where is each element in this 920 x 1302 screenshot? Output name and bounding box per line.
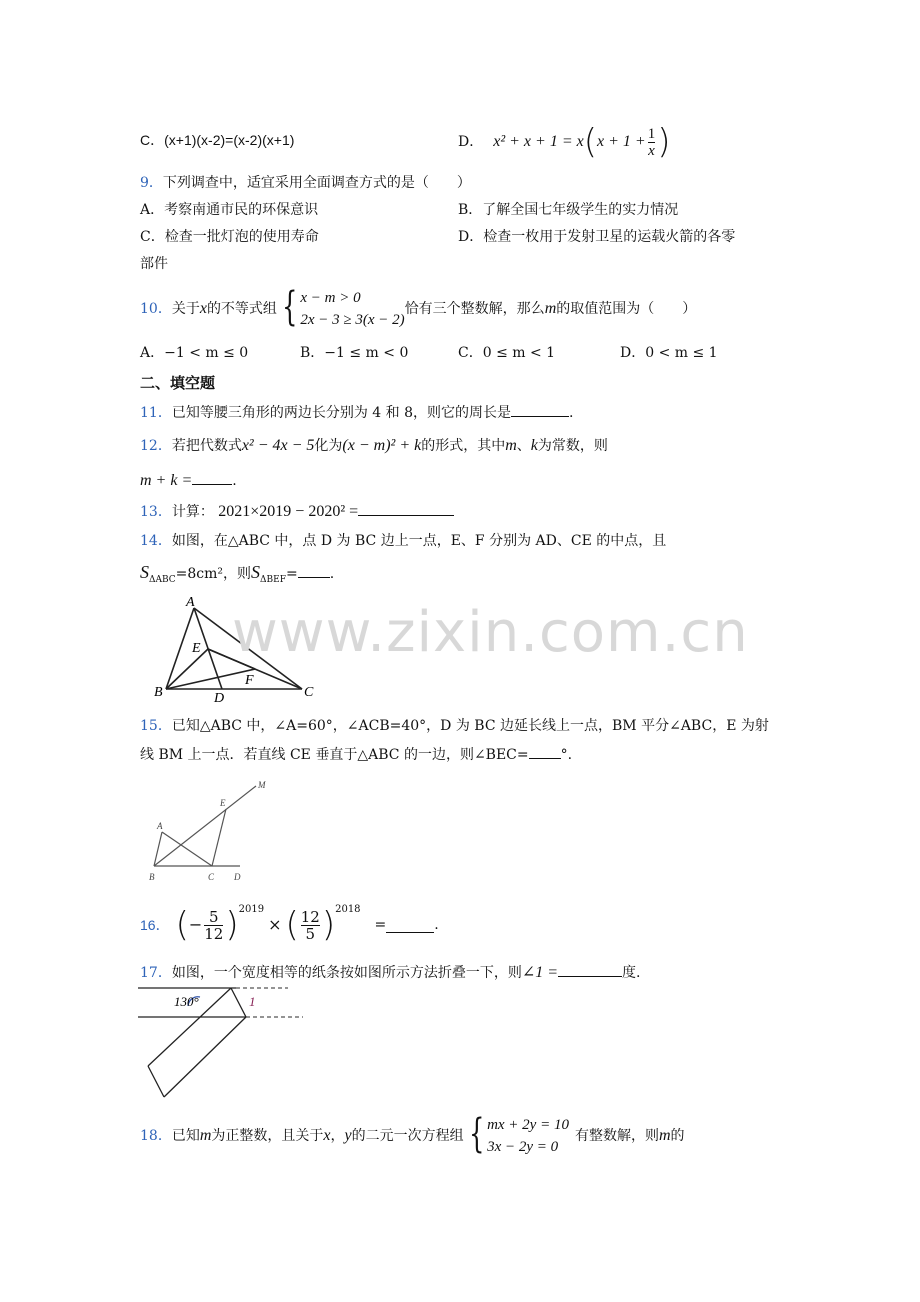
q15-number: 15． — [140, 718, 172, 734]
q11-end: . — [569, 405, 574, 421]
q16-paren-close-2: ) — [321, 905, 336, 945]
q9-option-a: A．考察南通市民的环保意识 — [140, 202, 319, 218]
q16-paren-close-1: ) — [225, 905, 239, 945]
q16-paren-open-2: ( — [285, 905, 299, 945]
q18-number: 18． — [140, 1128, 172, 1144]
q10-inequality-system — [277, 284, 405, 331]
q18 — [140, 1112, 685, 1160]
q18-var-m: m — [199, 1127, 212, 1144]
q15-answer-blank[interactable] — [529, 744, 561, 759]
q10-option-a: A．−1 < m ≤ 0 — [140, 345, 249, 361]
q16-times: × — [268, 915, 282, 934]
q15-label-c: C — [208, 872, 215, 882]
q17-answer-blank[interactable] — [558, 962, 622, 977]
q15-text: 已知△ABC 中，∠A=60°，∠ACB=40°，D 为 BC 边延长线上一点，BM 平分∠ABC，E 为射 — [171, 718, 769, 734]
q8-right-paren: ) — [657, 122, 671, 162]
q9-option-d-cont: 部件 — [140, 256, 168, 272]
q14-s-abc: S — [140, 562, 149, 582]
q15-end: °. — [560, 747, 573, 763]
q8-left-paren: ( — [583, 122, 597, 162]
q10-inequality-1: x − m > 0 — [300, 290, 361, 306]
q12-var-m: m — [505, 437, 517, 454]
q13-expression: 2021×2019 − 2020² = — [218, 503, 359, 520]
q16-exponent-1: 2019 — [238, 904, 265, 915]
q15-line2 — [140, 744, 572, 765]
q15-label-a: A — [157, 821, 163, 831]
q12-end: . — [232, 473, 237, 489]
q10-stem-pre: 关于 — [171, 301, 200, 317]
q10-stem — [140, 285, 696, 333]
q8-option-c-text: C．(x+1)(x-2)=(x-2)(x+1) — [140, 132, 295, 148]
q9-option-d: D．检查一枚用于发射卫星的运载火箭的各零 — [458, 229, 736, 245]
q14-label-e: E — [192, 641, 201, 656]
q9-number: 9． — [140, 175, 163, 191]
q11-number: 11． — [140, 405, 172, 421]
q14-s-bef: S — [251, 562, 261, 582]
q11-answer-blank[interactable] — [511, 402, 569, 417]
q10-stem-end: 的取值范围为（ ） — [556, 301, 697, 317]
q18-equation-system — [464, 1111, 569, 1158]
q14-label-f: F — [245, 673, 254, 688]
q9-stem — [140, 173, 471, 193]
q12-line2 — [140, 470, 237, 491]
q10-option-c: C．0 ≤ m < 1 — [458, 345, 556, 361]
q8-frac-num: 1 — [647, 125, 656, 142]
q10-var-m: m — [544, 300, 557, 317]
q10-brace: { — [282, 284, 298, 330]
q10-option-b: B．−1 ≤ m < 0 — [300, 345, 409, 361]
q14-line2-b: =8cm²，则 — [175, 566, 252, 582]
q16-fraction-1 — [204, 909, 223, 942]
q8-option-d-label: D． — [458, 134, 484, 150]
q17-angle: ∠1 = — [521, 964, 559, 981]
q12-line1 — [140, 436, 608, 456]
q12-form: (x − m)² + k — [342, 437, 422, 454]
q10-stem-post: 恰有三个整数解，那么 — [404, 301, 545, 317]
q17-end: 度. — [622, 965, 641, 981]
q15-label-m: M — [258, 780, 266, 790]
q18-var-x: x — [323, 1127, 331, 1144]
q12-post: 的形式，其中 — [421, 438, 506, 454]
q17-folded-strip-figure — [138, 984, 308, 1104]
q12-expression: x² − 4x − 5 — [241, 437, 315, 454]
q12-post2: 为常数，则 — [537, 438, 608, 454]
q18-pre: 已知 — [171, 1128, 200, 1144]
q10-stem-mid: 的不等式组 — [206, 301, 277, 317]
q16-answer-blank[interactable] — [386, 918, 434, 933]
q18-mid: 为正整数，且关于 — [211, 1128, 324, 1144]
q18-post: 有整数解，则 — [574, 1128, 659, 1144]
section-title-fill-blank: 二、填空题 — [140, 374, 216, 392]
q8-option-d-inner: x + 1 + — [597, 133, 646, 150]
q14-answer-blank[interactable] — [298, 563, 330, 578]
q13-answer-blank[interactable] — [358, 501, 454, 516]
q18-comma: ， — [330, 1128, 345, 1144]
q17-number: 17． — [140, 965, 172, 981]
q12-var-k: k — [530, 437, 538, 454]
q13-number: 13． — [140, 504, 172, 520]
q14-label-a: A — [186, 595, 195, 610]
q11 — [140, 402, 573, 423]
q8-frac-den: x — [648, 142, 655, 159]
q17-angle-1-label: 1 — [249, 994, 256, 1009]
q15-label-e: E — [220, 798, 226, 808]
q14-label-c: C — [304, 685, 314, 700]
q15-line2-text: 线 BM 上一点．若直线 CE 垂直于△ABC 的一边，则∠BEC= — [140, 747, 529, 763]
q16-num2: 12 — [300, 907, 320, 926]
q16-end: . — [434, 917, 439, 933]
q17-text: 如图，一个宽度相等的纸条按如图所示方法折叠一下，则 — [171, 965, 522, 981]
q12-sep: 、 — [516, 438, 531, 454]
q8-option-c — [140, 130, 294, 151]
q17-angle-130: 130° — [174, 994, 199, 1009]
q12-number: 12． — [140, 438, 172, 454]
q18-end: 的 — [670, 1128, 685, 1144]
q16-den1: 12 — [204, 924, 224, 943]
q16-den2: 5 — [305, 924, 316, 943]
q15-label-b: B — [149, 872, 155, 882]
q9-stem-text: 下列调查中，适宜采用全面调查方式的是（ ） — [162, 175, 471, 191]
q9-option-c: C．检查一批灯泡的使用寿命 — [140, 229, 319, 245]
q14-end: . — [329, 566, 335, 582]
q12-answer-blank[interactable] — [192, 470, 232, 485]
q14-s-abc-sub: ΔABC — [149, 575, 176, 585]
q18-var-y: y — [344, 1127, 352, 1144]
q10-number: 10． — [140, 301, 172, 317]
q8-fraction — [648, 126, 656, 159]
q16-eq: = — [374, 917, 387, 933]
q13-pre: 计算： — [171, 504, 214, 520]
q14-s-bef-sub: ΔBEF — [260, 575, 286, 585]
q18-var-m2: m — [658, 1127, 671, 1144]
q12-pre: 若把代数式 — [171, 438, 242, 454]
q13 — [140, 501, 454, 522]
q12-m-plus-k: m + k = — [140, 472, 193, 489]
q16-num1: 5 — [209, 907, 219, 926]
q16-number: 16． — [140, 917, 170, 933]
q14-label-d: D — [214, 691, 225, 704]
q8-option-d — [458, 120, 670, 164]
q14-line2-d: = — [285, 566, 298, 582]
q11-text: 已知等腰三角形的两边长分别为 4 和 8，则它的周长是 — [171, 405, 511, 421]
q10-option-d: D．0 < m ≤ 1 — [620, 345, 718, 361]
q14-number: 14． — [140, 533, 172, 549]
q15-line1 — [140, 716, 769, 736]
q16-fraction-2 — [301, 909, 320, 942]
q16-exponent-2: 2018 — [335, 904, 361, 915]
q12-mid: 化为 — [314, 438, 343, 454]
q18-equation-2: 3x − 2y = 0 — [487, 1139, 559, 1155]
q16 — [140, 898, 439, 952]
q9-option-b: B．了解全国七年级学生的实力情况 — [458, 202, 679, 218]
q8-option-d-lhs: x² + x + 1 = x — [493, 133, 584, 150]
q17 — [140, 962, 640, 983]
q18-brace: { — [468, 1111, 484, 1157]
q10-inequality-2: 2x − 3 ≥ 3(x − 2) — [300, 312, 405, 328]
q10-var-x: x — [199, 300, 207, 317]
q14-line1 — [140, 531, 666, 551]
q18-equation-1: mx + 2y = 10 — [487, 1117, 569, 1133]
q14-line2 — [140, 562, 334, 590]
q15-label-d: D — [234, 872, 241, 882]
q15-ray-figure — [140, 776, 280, 886]
watermark: www.zixin.com.cn — [232, 600, 749, 665]
q14-text: 如图，在△ABC 中，点 D 为 BC 边上一点，E、F 分别为 AD、CE 的中点，且 — [171, 533, 667, 549]
q14-label-b: B — [154, 685, 163, 700]
q16-paren-open-1: ( — [175, 905, 189, 945]
q16-minus: − — [188, 915, 203, 934]
q18-mid2: 的二元一次方程组 — [351, 1128, 464, 1144]
